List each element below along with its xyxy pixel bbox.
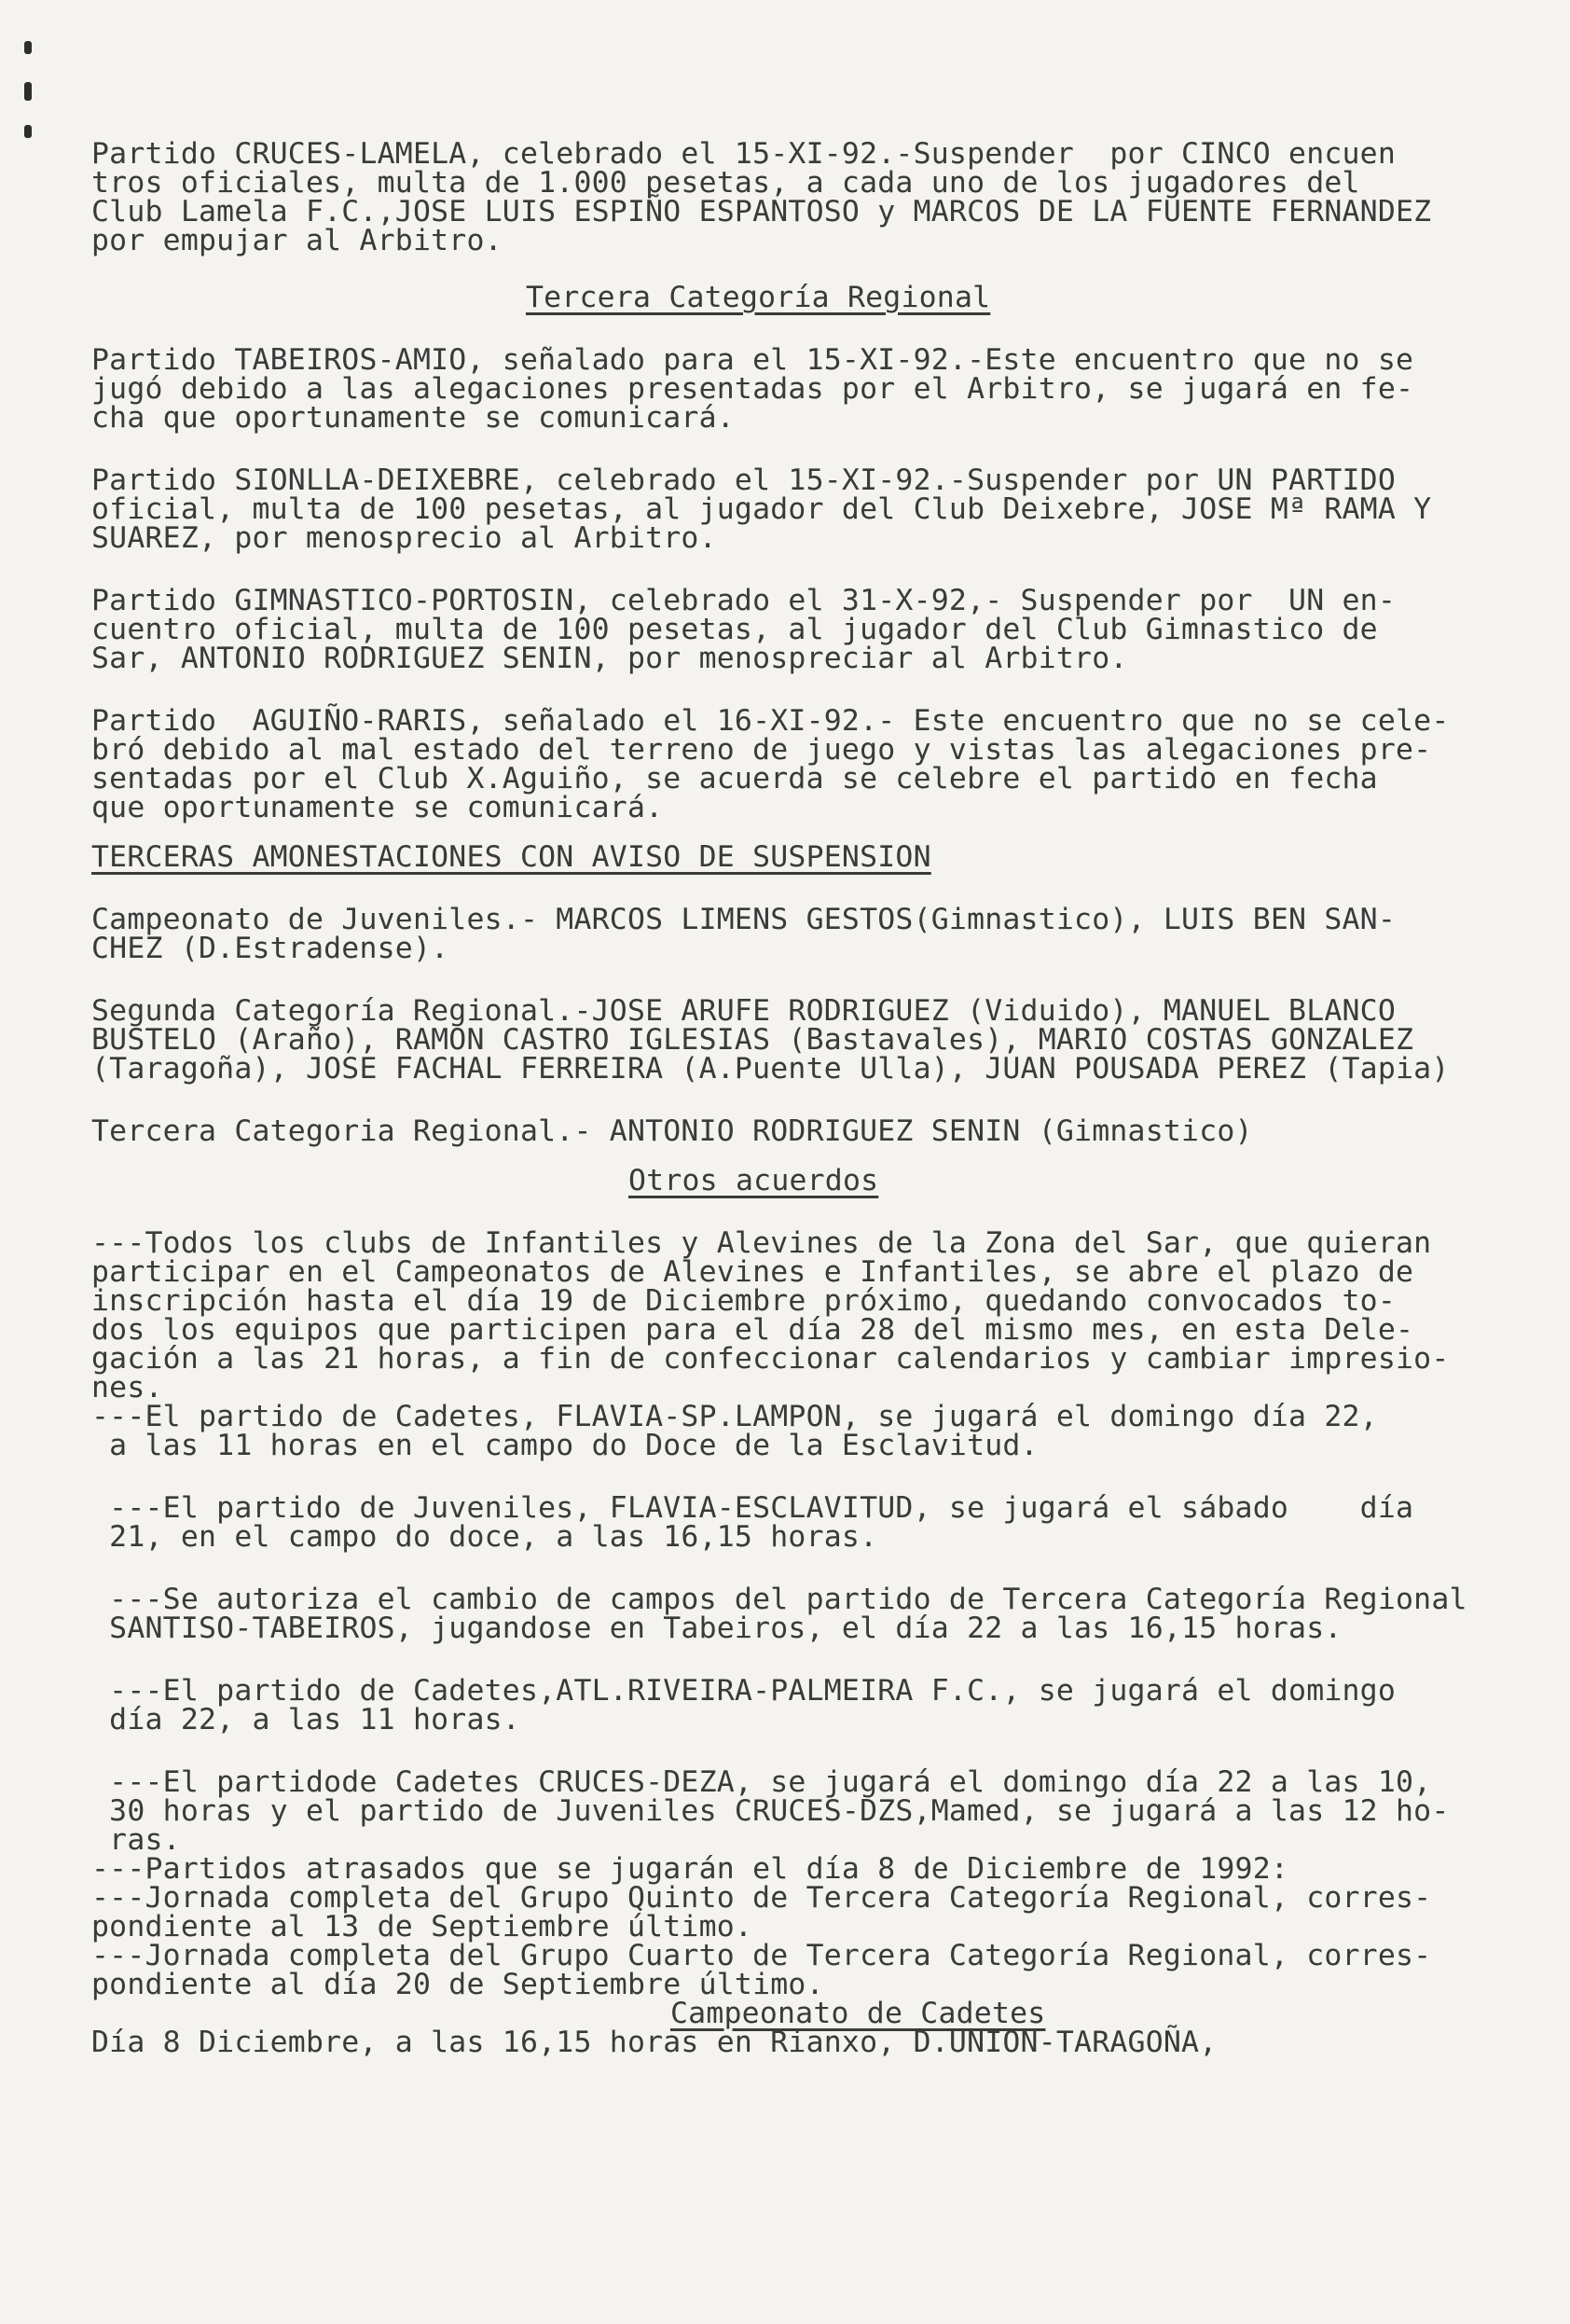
text-line: a las 11 horas en el campo do Doce de la Esclavitud. [91, 1429, 1039, 1462]
section-heading: TERCERAS AMONESTACIONES CON AVISO DE SUSPENSION [91, 840, 931, 874]
text-line: Día 8 Diciembre, a las 16,15 horas en Rianxo, D.UNION-TARAGOÑA, [91, 2026, 1218, 2059]
staple-mark [24, 125, 32, 138]
text-line: 30 horas y el partido de Juveniles CRUCES-DZS,Mamed, se jugará a las 12 ho- [91, 1794, 1450, 1828]
section-heading: Campeonato de Cadetes [670, 1997, 1046, 2030]
text-line: Segunda Categoría Regional.-JOSE ARUFE RODRIGUEZ (Viduido), MANUEL BLANCO [91, 994, 1397, 1028]
text-line: por empujar al Arbitro. [91, 224, 503, 257]
paragraph-cruces-lamela [91, 137, 1542, 257]
text-line: Sar, ANTONIO RODRIGUEZ SENIN, por menospreciar al Arbitro. [91, 642, 1128, 675]
text-line: ---Partidos atrasados que se jugarán el día 8 de Diciembre de 1992: [91, 1852, 1289, 1886]
paragraph-flavia-esclavitud [91, 1491, 1542, 1554]
staple-mark [24, 41, 32, 54]
document-body [91, 137, 1542, 2059]
text-line: participar en el Campeonatos de Alevines e Infantiles, se abre el plazo de [91, 1255, 1414, 1289]
text-line: ---El partido de Juveniles, FLAVIA-ESCLAVITUD, se jugará el sábado día [91, 1491, 1414, 1525]
paragraph-santiso-tabeiros [91, 1585, 1542, 1643]
text-line: CHEZ (D.Estradense). [91, 932, 449, 965]
text-line: día 22, a las 11 horas. [91, 1703, 520, 1736]
paragraph-aguino-raris [91, 704, 1542, 824]
paragraph-infantiles-alevines [91, 1226, 1542, 1462]
text-line: (Taragoña), JOSE FACHAL FERREIRA (A.Puente Ulla), JUAN POUSADA PEREZ (Tapia) [91, 1052, 1450, 1086]
text-line: sentadas por el Club X.Aguiño, se acuerda se celebre el partido en fecha [91, 762, 1378, 795]
paragraph-dia-8 [91, 2028, 1542, 2057]
text-line: que oportunamente se comunicará. [91, 791, 664, 824]
text-line: ---Se autoriza el cambio de campos del partido de Tercera Categoría Regional [91, 1583, 1467, 1616]
paragraph-gimnastico-portosin [91, 584, 1542, 675]
text-line: ---El partido de Cadetes,ATL.RIVEIRA-PALMEIRA F.C., se jugará el domingo [91, 1674, 1397, 1708]
paragraph-segunda-categoria [91, 994, 1542, 1086]
paragraph-tabeiros-amio [91, 343, 1542, 435]
text-line: SANTISO-TABEIROS, jugandose en Tabeiros, el día 22 a las 16,15 horas. [91, 1612, 1343, 1645]
paragraph-tercera-categoria [91, 1114, 1542, 1148]
text-line: Partido CRUCES-LAMELA, celebrado el 15-XI-92.-Suspender por CINCO encuen [91, 137, 1397, 171]
text-line: tros oficiales, multa de 1.000 pesetas, a cada uno de los jugadores del [91, 166, 1360, 200]
paragraph-juveniles [91, 903, 1542, 965]
section-heading: Otros acuerdos [628, 1164, 879, 1197]
text-line: SUAREZ, por menosprecio al Arbitro. [91, 521, 717, 555]
paragraph-sionlla-deixebre [91, 463, 1542, 555]
text-line: Partido GIMNASTICO-PORTOSIN, celebrado el 31-X-92,- Suspender por UN en- [91, 584, 1397, 617]
text-line: Campeonato de Juveniles.- MARCOS LIMENS GESTOS(Gimnastico), LUIS BEN SAN- [91, 903, 1397, 936]
text-line: 21, en el campo do doce, a las 16,15 horas. [91, 1520, 878, 1554]
text-line: cha que oportunamente se comunicará. [91, 401, 735, 435]
section-heading: Tercera Categoría Regional [526, 281, 991, 314]
text-line: ---Todos los clubs de Infantiles y Alevines de la Zona del Sar, que quieran [91, 1226, 1432, 1260]
text-line: nes. [91, 1371, 163, 1404]
text-line: inscripción hasta el día 19 de Diciembre próximo, quedando convocados to- [91, 1284, 1397, 1318]
staple-mark [24, 82, 32, 101]
text-line: ---El partido de Cadetes, FLAVIA-SP.LAMPON, se jugará el domingo día 22, [91, 1400, 1378, 1433]
text-line: gación a las 21 horas, a fin de confeccionar calendarios y cambiar impresio- [91, 1342, 1450, 1376]
text-line: ras. [91, 1823, 181, 1857]
text-line: Partido AGUIÑO-RARIS, señalado el 16-XI-92.- Este encuentro que no se cele- [91, 704, 1450, 738]
text-line: Tercera Categoria Regional.- ANTONIO RODRIGUEZ SENIN (Gimnastico) [91, 1114, 1253, 1148]
text-line: cuentro oficial, multa de 100 pesetas, al jugador del Club Gimnastico de [91, 613, 1378, 646]
paragraph-cruces-deza [91, 1765, 1542, 2001]
text-line: pondiente al 13 de Septiembre último. [91, 1910, 753, 1944]
text-line: bró debido al mal estado del terreno de juego y vistas las alegaciones pre- [91, 733, 1432, 767]
text-line: ---Jornada completa del Grupo Cuarto de Tercera Categoría Regional, corres- [91, 1939, 1432, 1972]
text-line: ---El partidode Cadetes CRUCES-DEZA, se jugará el domingo día 22 a las 10, [91, 1765, 1432, 1799]
text-line: BUSTELO (Araño), RAMON CASTRO IGLESIAS (Bastavales), MARIO COSTAS GONZALEZ [91, 1023, 1414, 1057]
text-line: ---Jornada completa del Grupo Quinto de Tercera Categoría Regional, corres- [91, 1881, 1432, 1915]
text-line: dos los equipos que participen para el día 28 del mismo mes, en esta Dele- [91, 1313, 1414, 1347]
text-line: oficial, multa de 100 pesetas, al jugador del Club Deixebre, JOSE Mª RAMA Y [91, 492, 1432, 526]
text-line: Club Lamela F.C.,JOSE LUIS ESPIÑO ESPANTOSO y MARCOS DE LA FUENTE FERNANDEZ [91, 195, 1432, 228]
paragraph-riveira-palmeira [91, 1674, 1542, 1736]
text-line: jugó debido a las alegaciones presentadas por el Arbitro, se jugará en fe- [91, 372, 1414, 406]
text-line: Partido SIONLLA-DEIXEBRE, celebrado el 15-XI-92.-Suspender por UN PARTIDO [91, 463, 1397, 497]
text-line: pondiente al día 20 de Septiembre último. [91, 1968, 824, 2001]
text-line: Partido TABEIROS-AMIO, señalado para el 15-XI-92.-Este encuentro que no se [91, 343, 1414, 377]
